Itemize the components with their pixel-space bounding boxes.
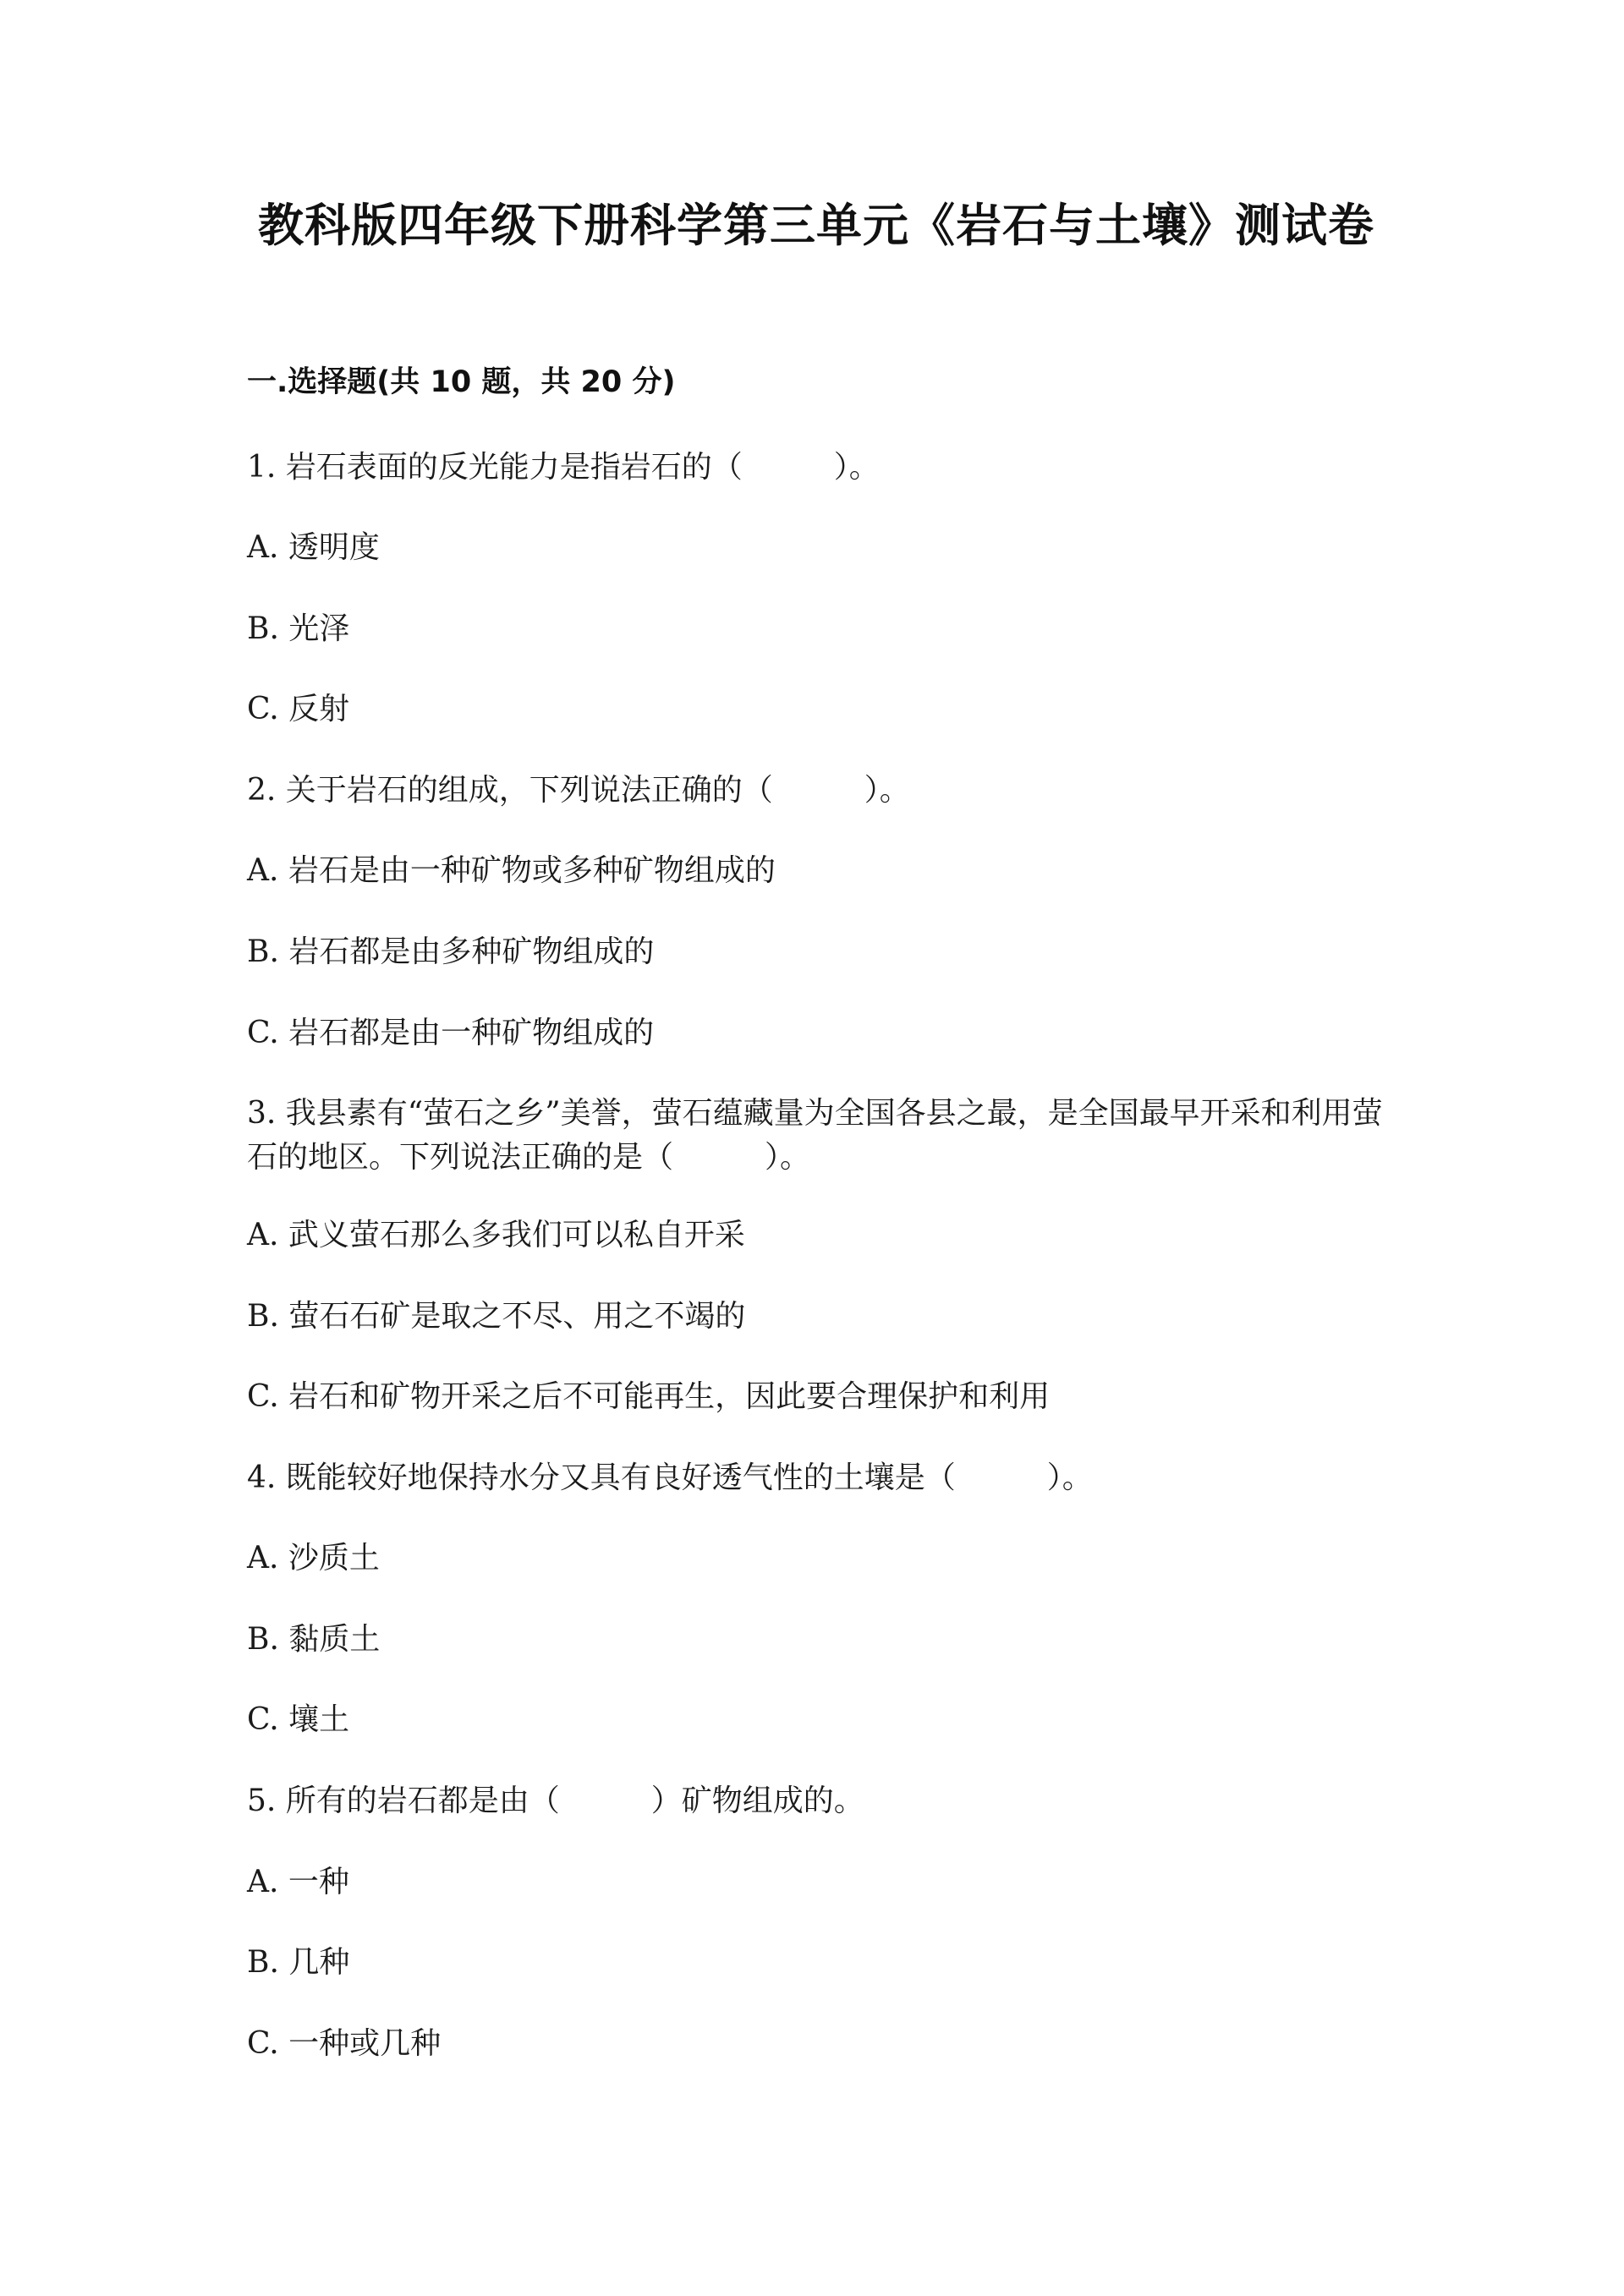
question-3-option-c: C. 岩石和矿物开采之后不可能再生，因此要合理保护和利用 [247, 1379, 1051, 1414]
question-5-option-a: A. 一种 [247, 1865, 349, 1899]
question-2-option-b: B. 岩石都是由多种矿物组成的 [247, 934, 655, 969]
question-4-option-c: C. 壤土 [247, 1702, 350, 1737]
question-1-option-a: A. 透明度 [247, 530, 380, 565]
question-5-option-c: C. 一种或几种 [247, 2026, 442, 2061]
question-1-stem: 1. 岩石表面的反光能力是指岩石的（ ）。 [247, 450, 880, 485]
question-4-stem: 4. 既能较好地保持水分又具有良好透气性的土壤是（ ）。 [247, 1460, 1093, 1495]
section-heading: 一.选择题(共 10 题，共 20 分) [247, 365, 676, 399]
question-2-stem: 2. 关于岩石的组成，下列说法正确的（ ）。 [247, 773, 910, 808]
question-3-option-a: A. 武义萤石那么多我们可以私自开采 [247, 1218, 745, 1252]
question-4-option-b: B. 黏质土 [247, 1622, 381, 1657]
question-2-option-a: A. 岩石是由一种矿物或多种矿物组成的 [247, 853, 776, 888]
question-1-option-c: C. 反射 [247, 692, 350, 726]
question-3-option-b: B. 萤石石矿是取之不尽、用之不竭的 [247, 1299, 746, 1334]
question-2-option-c: C. 岩石都是由一种矿物组成的 [247, 1016, 655, 1050]
question-1-option-b: B. 光泽 [247, 611, 350, 646]
question-3-stem: 3. 我县素有“萤石之乡”美誉，萤石蕴藏量为全国各县之最，是全国最早开采和利用萤石的地区。下列说法正确的是（ ）。 [247, 1096, 1383, 1175]
question-4-option-a: A. 沙质土 [247, 1541, 380, 1575]
question-5-option-b: B. 几种 [247, 1945, 350, 1980]
question-5-stem: 5. 所有的岩石都是由（ ）矿物组成的。 [247, 1784, 864, 1818]
document-title: 教科版四年级下册科学第三单元《岩石与土壤》测试卷 [258, 199, 1374, 252]
